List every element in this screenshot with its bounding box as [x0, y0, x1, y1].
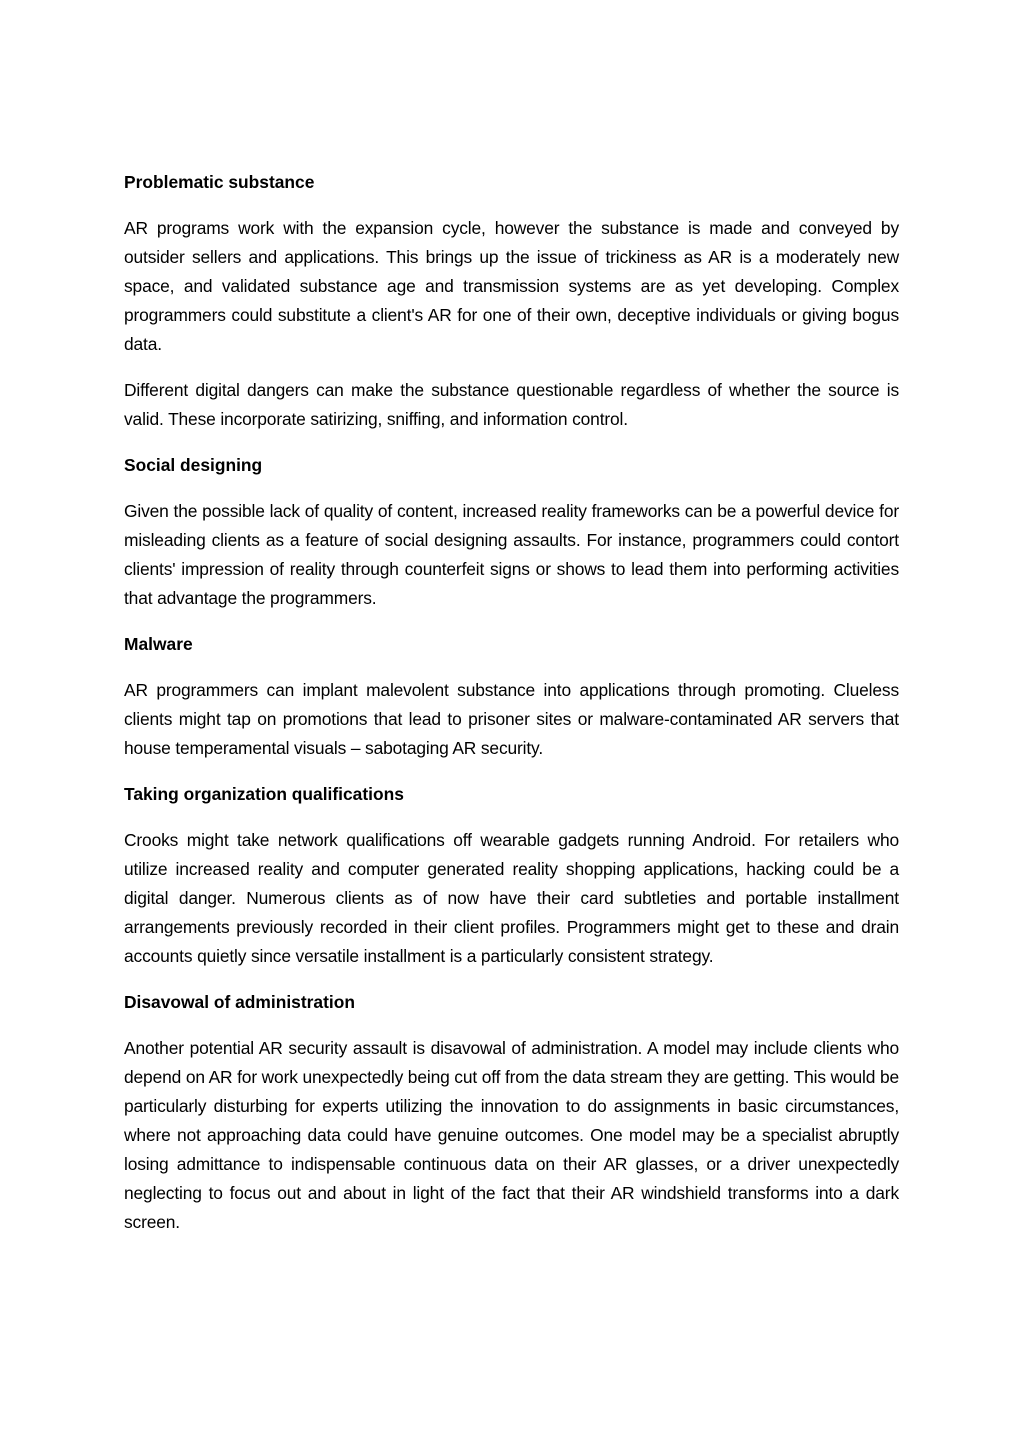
paragraph: Another potential AR security assault is disavowal of administration. A model may include clients who depend on AR for work unexpectedly being cut off from the data stream they are getting. This would be particularly disturbing for experts utilizing the innovation to do assignments in basic circumstances, where not approaching data could have genuine outcomes. One model may be a specialist abruptly losing admittance to indispensable continuous data on their AR glasses, or a driver unexpectedly neglecting to focus out and about in light of the fact that their AR windshield transforms into a dark screen.	[124, 1038, 899, 1232]
paragraph: AR programs work with the expansion cycle, however the substance is made and conveyed by outsider sellers and applications. This brings up the issue of trickiness as AR is a moderately new space, and validated substance age and transmission systems are as yet developing. Complex programmers could substitute a client's AR for one of their own, deceptive individuals or giving bogus data.	[124, 218, 899, 354]
paragraph: Given the possible lack of quality of content, increased reality frameworks can be a powerful device for misleading clients as a feature of social designing assaults. For instance, programmers could contort clients' impression of reality through counterfeit signs or shows to lead them into performing activities that advantage the programmers.	[124, 501, 899, 608]
section-social-designing	[124, 451, 899, 613]
section-disavowal-of-administration	[124, 988, 899, 1237]
section-taking-organization-qualifications	[124, 780, 899, 971]
paragraph: Crooks might take network qualifications off wearable gadgets running Android. For retailers who utilize increased reality and computer generated reality shopping applications, hacking could be a digital danger. Numerous clients as of now have their card subtleties and portable installment arrangements previously recorded in their client profiles. Programmers might get to these and drain accounts quietly since versatile installment is a particularly consistent strategy.	[124, 830, 899, 966]
section-malware	[124, 630, 899, 763]
section-heading: Taking organization qualifications	[124, 784, 404, 804]
section-problematic-substance	[124, 168, 899, 434]
section-heading: Social designing	[124, 455, 263, 475]
document-page	[124, 168, 899, 1254]
section-heading: Malware	[124, 634, 193, 654]
section-heading: Problematic substance	[124, 172, 315, 192]
paragraph: Different digital dangers can make the substance questionable regardless of whether the source is valid. These incorporate satirizing, sniffing, and information control.	[124, 380, 899, 429]
paragraph: AR programmers can implant malevolent substance into applications through promoting. Clueless clients might tap on promotions that lead to prisoner sites or malware-contaminated AR servers that house temperamental visuals – sabotaging AR security.	[124, 680, 899, 758]
section-heading: Disavowal of administration	[124, 992, 355, 1012]
